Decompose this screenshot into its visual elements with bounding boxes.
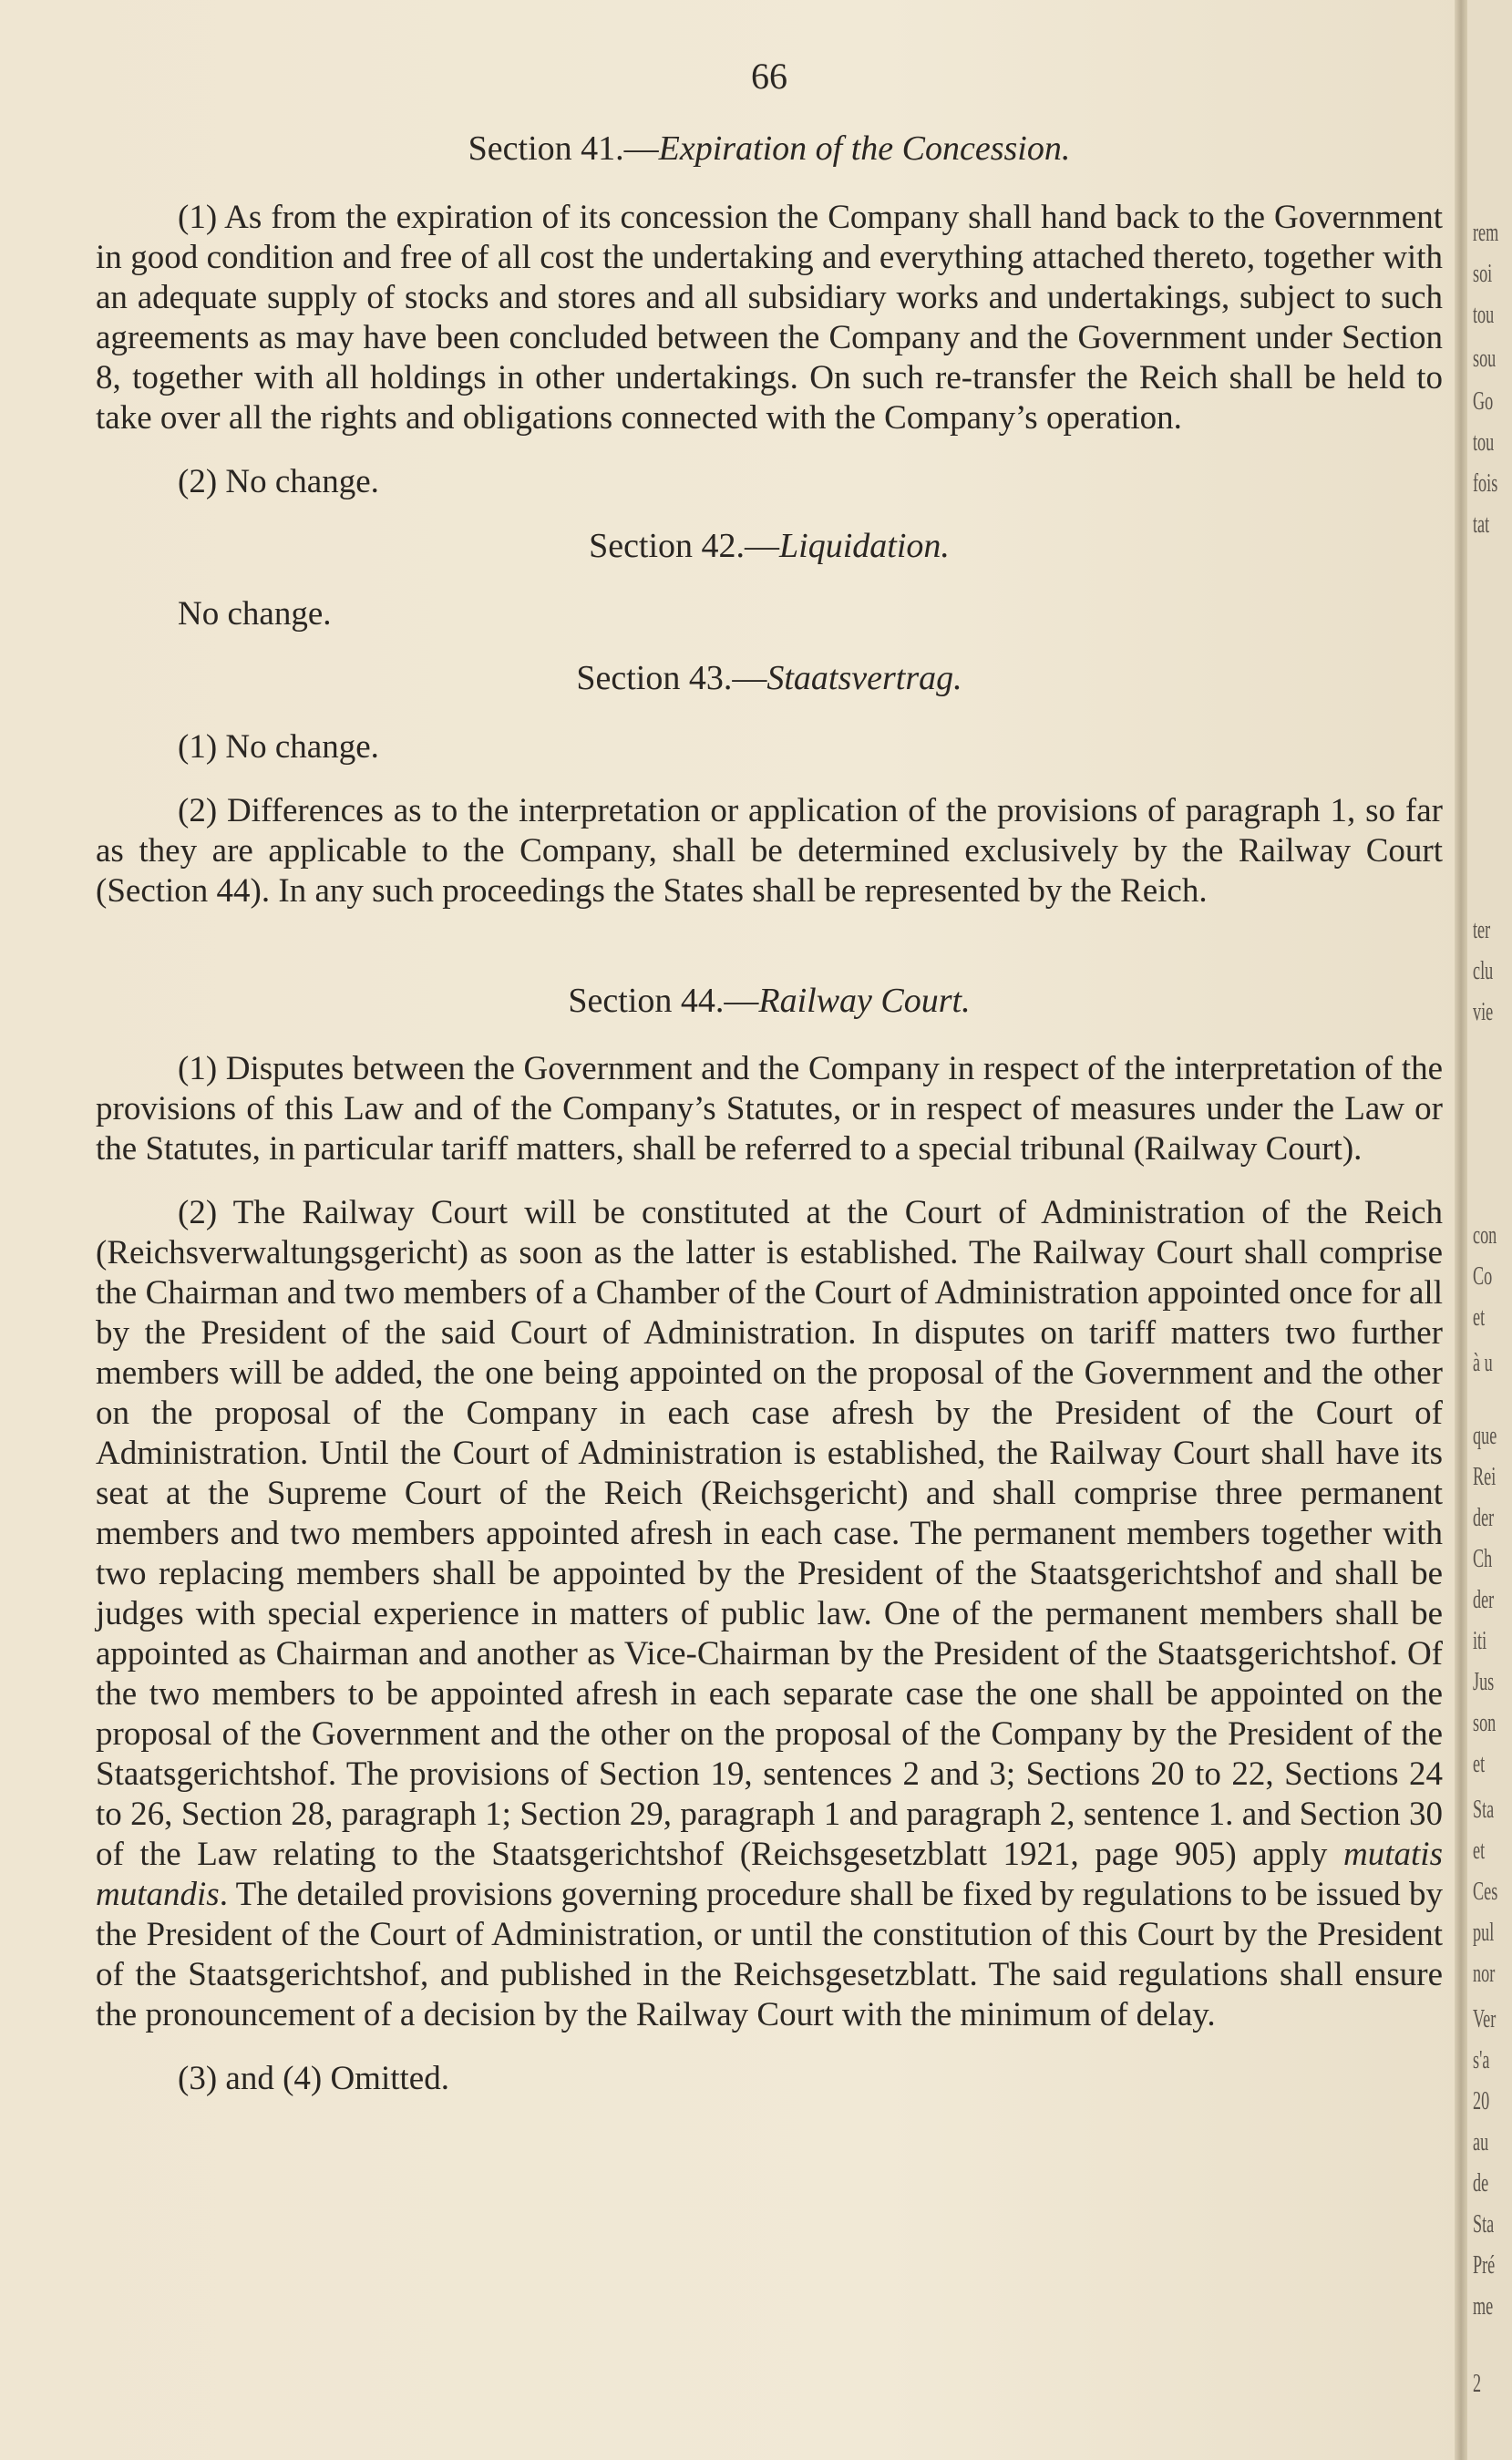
adjacent-page-fragment: soi xyxy=(1473,260,1493,288)
adjacent-page-fragment: Sta xyxy=(1473,1796,1495,1824)
adjacent-page-fragment: de xyxy=(1473,2169,1489,2198)
adjacent-page-fragment: à u xyxy=(1473,1349,1493,1377)
section-42-paragraph-1: No change. xyxy=(178,595,332,633)
section-42-heading-title: Liquidation. xyxy=(779,526,950,565)
adjacent-page-fragment: Co xyxy=(1473,1262,1493,1291)
adjacent-page-fragment: son xyxy=(1473,1709,1497,1737)
adjacent-page-fragment: der xyxy=(1473,1586,1495,1614)
adjacent-page-edge xyxy=(1467,0,1512,2460)
section-42-heading xyxy=(96,526,1443,568)
section-44-heading-title: Railway Court. xyxy=(758,981,971,1020)
adjacent-page-fragment: vie xyxy=(1473,998,1494,1026)
adjacent-page-fragment: tat xyxy=(1473,510,1490,539)
section-44-paragraph-3: (3) and (4) Omitted. xyxy=(178,2060,449,2098)
adjacent-page-fragment: fois xyxy=(1473,469,1498,498)
adjacent-page-fragment: clu xyxy=(1473,957,1494,985)
adjacent-page-fragment: 2 xyxy=(1473,2370,1482,2398)
section-43-heading-title: Staatsvertrag. xyxy=(766,659,962,698)
adjacent-page-fragment: pul xyxy=(1473,1919,1495,1947)
adjacent-page-fragment: Jus xyxy=(1473,1668,1495,1696)
section-spacer xyxy=(96,935,1443,981)
adjacent-page-fragment: et xyxy=(1473,1303,1486,1332)
adjacent-page-fragment: tou xyxy=(1473,428,1495,457)
section-41-paragraph-1: (1) As from the expiration of its concession the Company shall hand back to the Government in good condition and free of all cost the undertaking and everything attached thereto, together with an adequate supply of stocks and stores and all subsidiary works and undertakings, subject to such agreements as may have been concluded between the Company and the Government under Section 8, together with all holdings in other undertakings. On such re-transfer the Reich shall be held to take over all the rights and obligations connected with the Company’s operation. xyxy=(96,198,1443,437)
adjacent-page-fragment: ter xyxy=(1473,916,1491,944)
adjacent-page-fragment: Go xyxy=(1473,387,1494,416)
book-gutter xyxy=(1455,0,1467,2460)
adjacent-page-fragment: et xyxy=(1473,1750,1486,1778)
adjacent-page-fragment: sou xyxy=(1473,345,1497,373)
adjacent-page-fragment: Pré xyxy=(1473,2251,1496,2280)
adjacent-page-fragment: Ces xyxy=(1473,1878,1498,1906)
adjacent-page-fragment: nor xyxy=(1473,1960,1496,1988)
adjacent-page-fragment: s'a xyxy=(1473,2046,1490,2074)
section-42-heading-prefix: Section 42.— xyxy=(589,526,780,565)
adjacent-page-fragment: que xyxy=(1473,1422,1497,1450)
section-41-heading xyxy=(96,129,1443,170)
adjacent-page-fragment: et xyxy=(1473,1837,1486,1865)
adjacent-page-fragment: con xyxy=(1473,1221,1497,1250)
section-44-paragraph-2 xyxy=(96,1193,1443,2035)
adjacent-page-fragment: Sta xyxy=(1473,2210,1495,2239)
adjacent-page-fragment: Ch xyxy=(1473,1545,1493,1573)
section-44-paragraph-2-part-b: . The detailed provisions governing procedure shall be fixed by regulations to be issued by the President of the Court of Administration, or until the constitution of this Court by the President of the Staatsgerichtshof, and published in the Reichsgesetzblatt. The said regulations shall ensure the pronouncement of a decision by the Railway Court with the minimum of delay. xyxy=(96,1876,1443,2034)
section-44-paragraph-2-latin: mutatis mutandis xyxy=(96,1836,1443,1914)
section-43-paragraph-2: (2) Differences as to the interpretation or application of the provisions of paragraph 1, so far as they are applicable to the Company, shall be determined exclusively by the Railway Court (Section 44). In any such proceedings the States shall be represented by the Reich. xyxy=(96,791,1443,910)
adjacent-page-fragment: der xyxy=(1473,1504,1495,1532)
adjacent-page-fragment: au xyxy=(1473,2128,1489,2156)
section-41-heading-prefix: Section 41.— xyxy=(468,129,659,168)
section-44-heading-prefix: Section 44.— xyxy=(568,981,759,1020)
section-44-paragraph-2-part-a: (2) The Railway Court will be constituted at the Court of Administration of the Reich (Reichsverwaltungsgericht) as soon as the latter is established. The Railway Court shall comprise the Chairman and two members of a Chamber of the Court of Administration appointed once for all by the President of the said Court of Administration. In disputes on tariff matters two further members will be added, the one being appointed on the proposal of the Government and the other on the proposal of the Company in each case afresh by the President of the Court of Administration. Until the Court of Administration is established, the Railway Court shall have its seat at the Supreme Court of the Reich (Reichsgericht) and shall comprise three permanent members and two members appointed afresh in each case. The permanent members together with two replacing members shall be appointed by the President of the Staatsgerichtshof and shall be judges with special experience in matters of public law. One of the permanent members shall be appointed as Chairman and another as Vice-Chairman by the President of the Staatsgerichtshof. Of the two members to be appointed afresh in each separate case the one shall be appointed on the proposal of the Government and the other on the proposal of the Company by the President of the Staatsgerichtshof. The provisions of Section 19, sentences 2 and 3; Sections 20 to 22, Sections 24 to 26, Section 28, paragraph 1; Section 29, paragraph 1 and paragraph 2, sentence 1. and Section 30 of the Law relating to the Staatsgerichtshof (Reichsgesetzblatt 1921, page 905) apply xyxy=(96,1194,1443,1874)
page-number: 66 xyxy=(751,56,787,97)
section-43-heading xyxy=(96,658,1443,700)
section-41-paragraph-2: (2) No change. xyxy=(178,462,379,500)
adjacent-page-fragment: me xyxy=(1473,2292,1494,2321)
section-44-paragraph-1: (1) Disputes between the Government and the Company in respect of the interpretation of the provisions of this Law and of the Company’s Statutes, or in respect of measures under the Law or the Statutes, in particular tariff matters, shall be referred to a special tribunal (Railway Court). xyxy=(96,1050,1443,1168)
adjacent-page-fragment: 20 xyxy=(1473,2087,1490,2115)
adjacent-page-fragment: rem xyxy=(1473,219,1499,247)
section-44-heading xyxy=(96,981,1443,1023)
section-41-heading-title: Expiration of the Concession. xyxy=(658,129,1071,168)
adjacent-page-fragment: Ver xyxy=(1473,2005,1497,2033)
page-content xyxy=(96,55,1443,2123)
adjacent-page-fragment: tou xyxy=(1473,301,1495,329)
adjacent-page-fragment: iti xyxy=(1473,1627,1487,1655)
section-43-heading-prefix: Section 43.— xyxy=(576,659,767,698)
section-43-paragraph-1: (1) No change. xyxy=(178,727,379,766)
adjacent-page-fragment: Rei xyxy=(1473,1463,1497,1491)
